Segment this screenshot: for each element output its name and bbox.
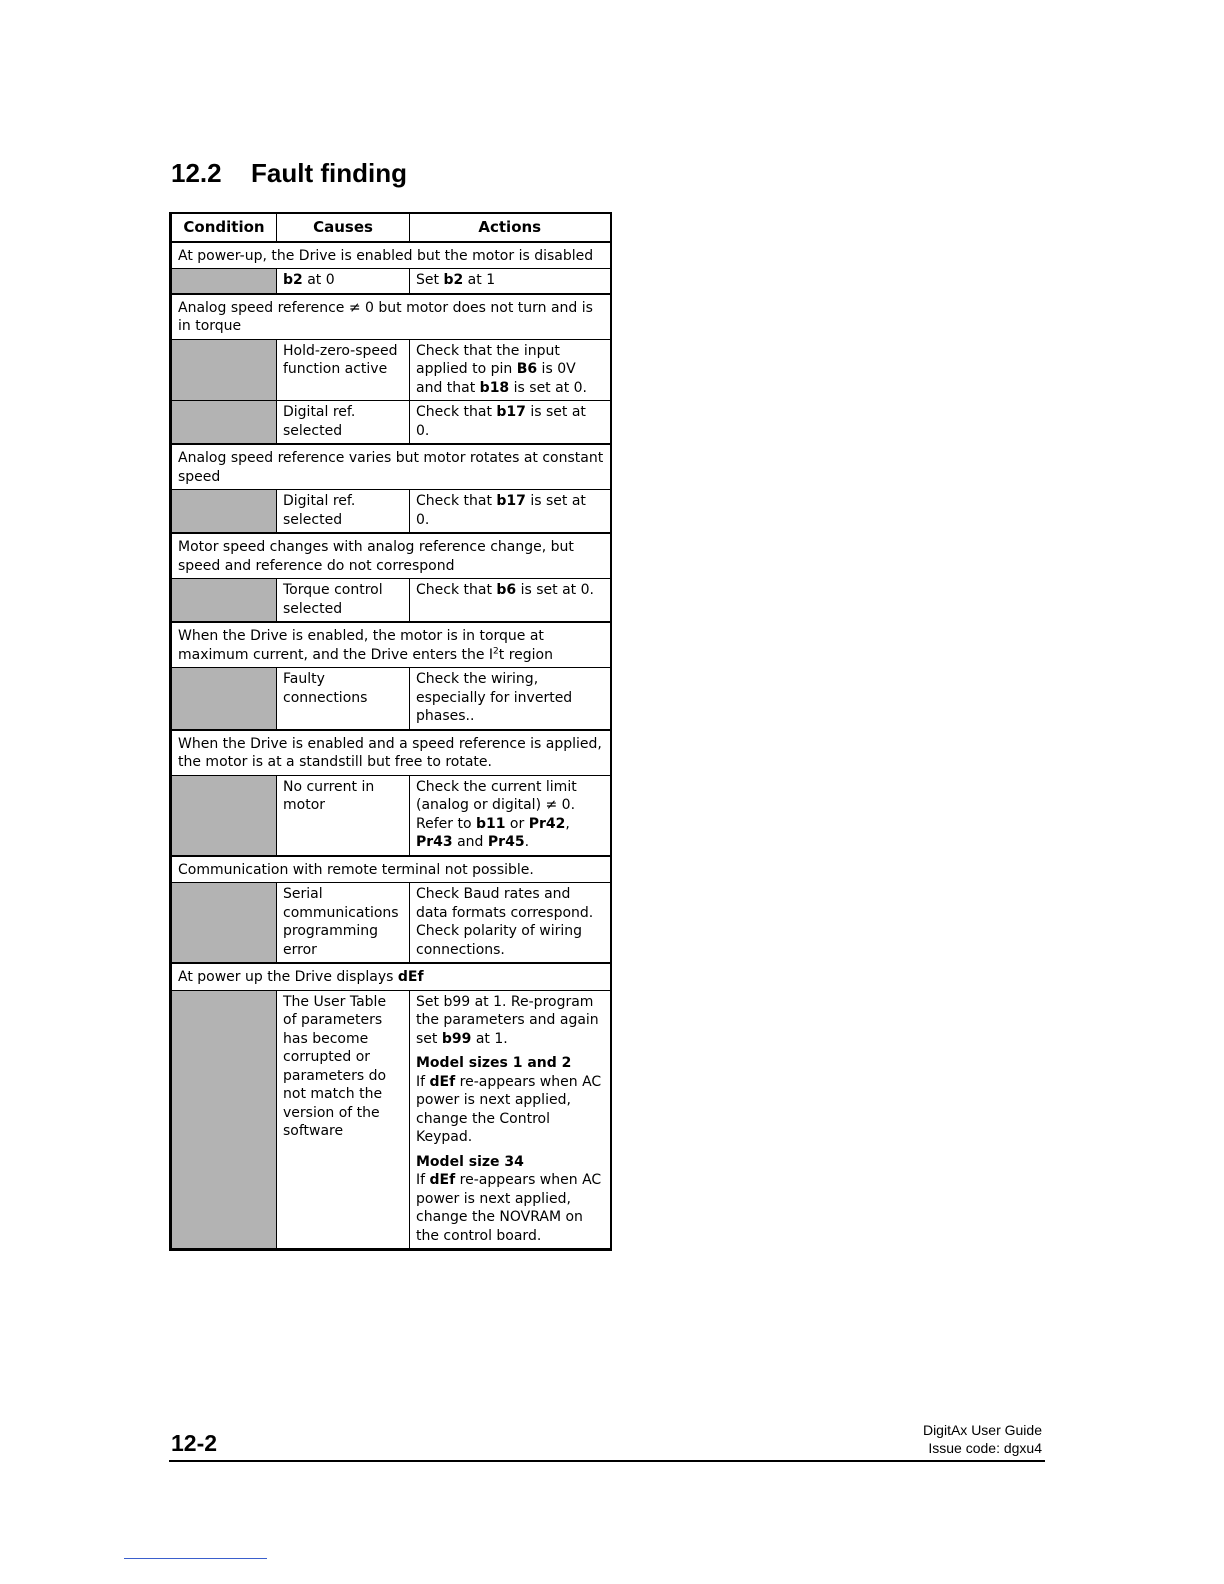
- action-model-size-34: If dEf re-appears when AC power is next applied, change the NOVRAM on the control board.: [416, 1172, 602, 1244]
- header-condition: Condition: [171, 213, 277, 242]
- table-row: [171, 883, 611, 964]
- cause-cell: Faulty connections: [277, 668, 410, 730]
- action-cell: Check that b6 is set at 0.: [410, 579, 611, 623]
- condition-cell-blank: [171, 990, 277, 1250]
- condition-text: Analog speed reference ≠ 0 but motor does not turn and is in torque: [171, 294, 611, 340]
- header-causes: Causes: [277, 213, 410, 242]
- table-row: [171, 269, 611, 294]
- cause-cell: Digital ref. selected: [277, 401, 410, 445]
- condition-cell-blank: [171, 269, 277, 294]
- table-row: [171, 668, 611, 730]
- section-heading: [171, 158, 407, 189]
- cause-cell: The User Table of parameters has become corrupted or parameters do not match the version of the software: [277, 990, 410, 1250]
- condition-row: [171, 444, 611, 490]
- condition-text: Communication with remote terminal not possible.: [171, 856, 611, 883]
- table-row: [171, 775, 611, 856]
- condition-row: [171, 856, 611, 883]
- section-number: 12.2: [171, 158, 222, 188]
- action-model-sizes-1-2: If dEf re-appears when AC power is next applied, change the Control Keypad.: [416, 1073, 602, 1145]
- cause-cell: Serial communications programming error: [277, 883, 410, 964]
- subheading-model-sizes-1-2: Model sizes 1 and 2: [416, 1055, 572, 1071]
- condition-cell-blank: [171, 490, 277, 534]
- cause-cell: No current in motor: [277, 775, 410, 856]
- cause-cell: Hold-zero-speed function active: [277, 339, 410, 401]
- action-cell: Set b2 at 1: [410, 269, 611, 294]
- condition-row: [171, 242, 611, 269]
- table-row: [171, 990, 611, 1250]
- action-cell: Check the current limit (analog or digital) ≠ 0. Refer to b11 or Pr42, Pr43 and Pr45.: [410, 775, 611, 856]
- bottom-link-underline[interactable]: [124, 1558, 267, 1559]
- page-number: 12-2: [171, 1430, 218, 1456]
- condition-row: [171, 622, 611, 668]
- condition-cell-blank: [171, 668, 277, 730]
- issue-code: Issue code: dgxu4: [928, 1440, 1042, 1456]
- guide-title: DigitAx User Guide: [922, 1422, 1042, 1438]
- table-row: [171, 579, 611, 623]
- condition-cell-blank: [171, 579, 277, 623]
- action-cell: Check the wiring, especially for inverted phases..: [410, 668, 611, 730]
- condition-text: At power up the Drive displays dEf: [171, 963, 611, 990]
- table-header-row: [171, 213, 611, 242]
- cause-cell: Torque control selected: [277, 579, 410, 623]
- table-row: [171, 339, 611, 401]
- action-cell: Check that b17 is set at 0.: [410, 490, 611, 534]
- cause-cell: b2 at 0: [277, 269, 410, 294]
- fault-finding-table: [169, 212, 612, 1251]
- condition-text: When the Drive is enabled and a speed reference is applied, the motor is at a standstill but free to rotate.: [171, 730, 611, 776]
- subheading-model-size-34: Model size 34: [416, 1153, 524, 1170]
- condition-row: [171, 963, 611, 990]
- condition-row: [171, 294, 611, 340]
- condition-text: When the Drive is enabled, the motor is in torque at maximum current, and the Drive enters the $I^2t$ region: [171, 622, 611, 668]
- condition-row: [171, 730, 611, 776]
- condition-cell-blank: [171, 883, 277, 964]
- footer-info: [923, 1421, 1042, 1457]
- condition-text: At power-up, the Drive is enabled but the motor is disabled: [171, 242, 611, 269]
- condition-text: Analog speed reference varies but motor rotates at constant speed: [171, 444, 611, 490]
- action-cell: Check Baud rates and data formats correspond. Check polarity of wiring connections.: [410, 883, 611, 964]
- footer-divider: [169, 1460, 1045, 1462]
- condition-cell-blank: [171, 339, 277, 401]
- condition-row: [171, 533, 611, 579]
- condition-cell-blank: [171, 775, 277, 856]
- condition-text: Motor speed changes with analog reference change, but speed and reference do not correspond: [171, 533, 611, 579]
- section-title: Fault finding: [251, 158, 407, 188]
- table-row: [171, 401, 611, 445]
- action-cell: [410, 990, 611, 1250]
- table-row: [171, 490, 611, 534]
- action-cell: Check that the input applied to pin B6 is 0V and that b18 is set at 0.: [410, 339, 611, 401]
- action-cell: Check that b17 is set at 0.: [410, 401, 611, 445]
- cause-cell: Digital ref. selected: [277, 490, 410, 534]
- condition-cell-blank: [171, 401, 277, 445]
- header-actions: Actions: [410, 213, 611, 242]
- action-intro: Set b99 at 1. Re-program the parameters and again set b99 at 1.: [416, 993, 599, 1047]
